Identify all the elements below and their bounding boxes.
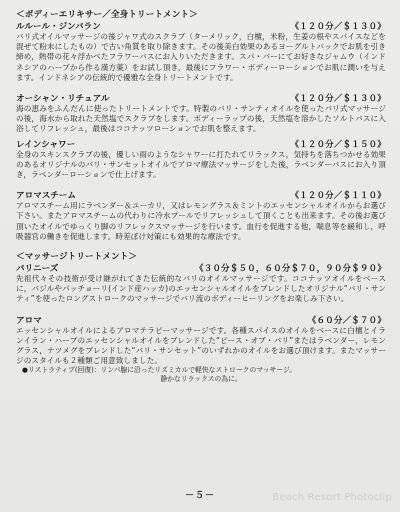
treatment-price: 《１２０分／＄１１０》: [290, 190, 386, 201]
treatment-description: バリ式オイルマッサージの後ジャワ式のスクラブ（ターメリック，白檀，米粉，生姜の根やスパイスなどを混ぜて粉末にしたもの）で古い角質を取り除きます。その後美白効果のあるヨーグルトパックでお肌を引き締め，熱帯の花々浮かべたフラワーバスにお入りいただきます。スパ・バーにてお好きなジャムウ（インドネシアのハーブから作る漢方薬）をお試し頂き，最後にフラワー・ボディーローションでお肌に潤いを与えます。インドネシアの伝統的で優雅な全身トリートメントです。: [16, 32, 386, 82]
treatment-description: エッセンシャルオイルによるアロマテラピーマッサージです。各種スパイスのオイルをベースに白檀とイランイラン・ハーブのエッセンシャルオイルをブレンドした“ピース・オブ・バリ”またはラベンダー，レモングラス，ナツメグをブレンドした“バリ・サンセット”のいずれかのオイルをお選び頂けます。またマッサージのスタイルも２種類ご用意致しました。: [16, 325, 386, 366]
treatment-name: アロマスチーム: [16, 191, 76, 202]
treatment-price: 《６０分／＄７０》: [307, 314, 386, 325]
page-number: －５－: [184, 491, 215, 501]
treatment-note: 静かなリラックスの為に。: [160, 375, 242, 384]
treatment-description: 全身のスキンスクラブの後，優しい雨のようなシャワーに打たれてリラックス，気持ちを落ちつかせる効果のあるオリジナルのバリ・サンセットオイルでアロマ療法マッサージをした後，ラベンダーバスにお入り頂き，ラベンダーローションで仕上げます。: [16, 149, 386, 180]
treatment-price: 《１２０分／＄１３０》: [290, 93, 386, 104]
treatment-name: レインシャワー: [16, 139, 76, 150]
treatment-name: オーシャン・リチュアル: [16, 94, 110, 105]
treatment-aroma-steam: [16, 190, 386, 242]
treatment-balinese: [16, 263, 386, 305]
treatment-price: 《１２０分／＄１５０》: [290, 138, 386, 149]
treatment-rain-shower: [16, 139, 386, 181]
treatment-description: 先祖代々その技術が受け継がれてきた伝統的なバリのオイルマッサージです。ココナッツオイルをベースに，バジルやパッチョーリ(インド産ハッカ)のエッセンシャルオイルをブレンドしたオリジナル“バリ・サンティ”を使ったロングストロークのマッサージでバリ流のボディーヒーリングをお楽しみ下さい。: [16, 274, 386, 304]
treatment-name: バリニーズ: [16, 264, 59, 275]
section-title-body-elixir: ＜ボディーエリキサー／全身トリートメント＞: [16, 10, 198, 20]
treatment-rulur-jimbaran: [16, 21, 386, 83]
treatment-name: アロマ: [16, 315, 42, 326]
treatment-price: 《１２０分／＄１３０》: [290, 21, 386, 31]
treatment-description: 海の恵みをふんだんに使ったトリートメントです。特製のバリ・サンティオイルを使ったバリ式マッサージの後，海水から取れた天然塩でスクラブをします。ボディーラップの後，天然塩を溶かしたソルトバスに入浴してリフレッシュ，最後はココナッツローションでお肌を整えます。: [16, 104, 386, 134]
treatment-price: 《３０分＄５０，６０分＄７０，９０分＄９０》: [195, 263, 386, 274]
watermark: Beach Resort Photoclip: [272, 492, 392, 503]
treatment-description: アロマスチーム用にラベンダー＆ユーカリ，又はレモングラス＆ミントのエッセンシャルオイルからお選び下さい。またアロマスチームの代わりに冷水プールでリフレッシュして頂くことも出来ます。その後お選び頂いたオイルでゆっくり脚のリフレックスマッサージを行います。血行を促進する他，喘息等を緩和し，呼吸器官の働きを促進します。時差ぼけ対策にも効果的な療法です。: [16, 201, 386, 241]
treatment-aroma: [16, 315, 386, 385]
treatment-ocean-ritual: [16, 93, 386, 135]
treatment-note: ●リストラティブ(回復)：リンパ腺に沿ったリズミカルで軽快なストロークのマッサージ。: [22, 366, 297, 375]
treatment-name: ルルール・ジンバラン: [16, 22, 101, 32]
section-title-massage: ＜マッサージトリートメント＞: [16, 252, 138, 263]
